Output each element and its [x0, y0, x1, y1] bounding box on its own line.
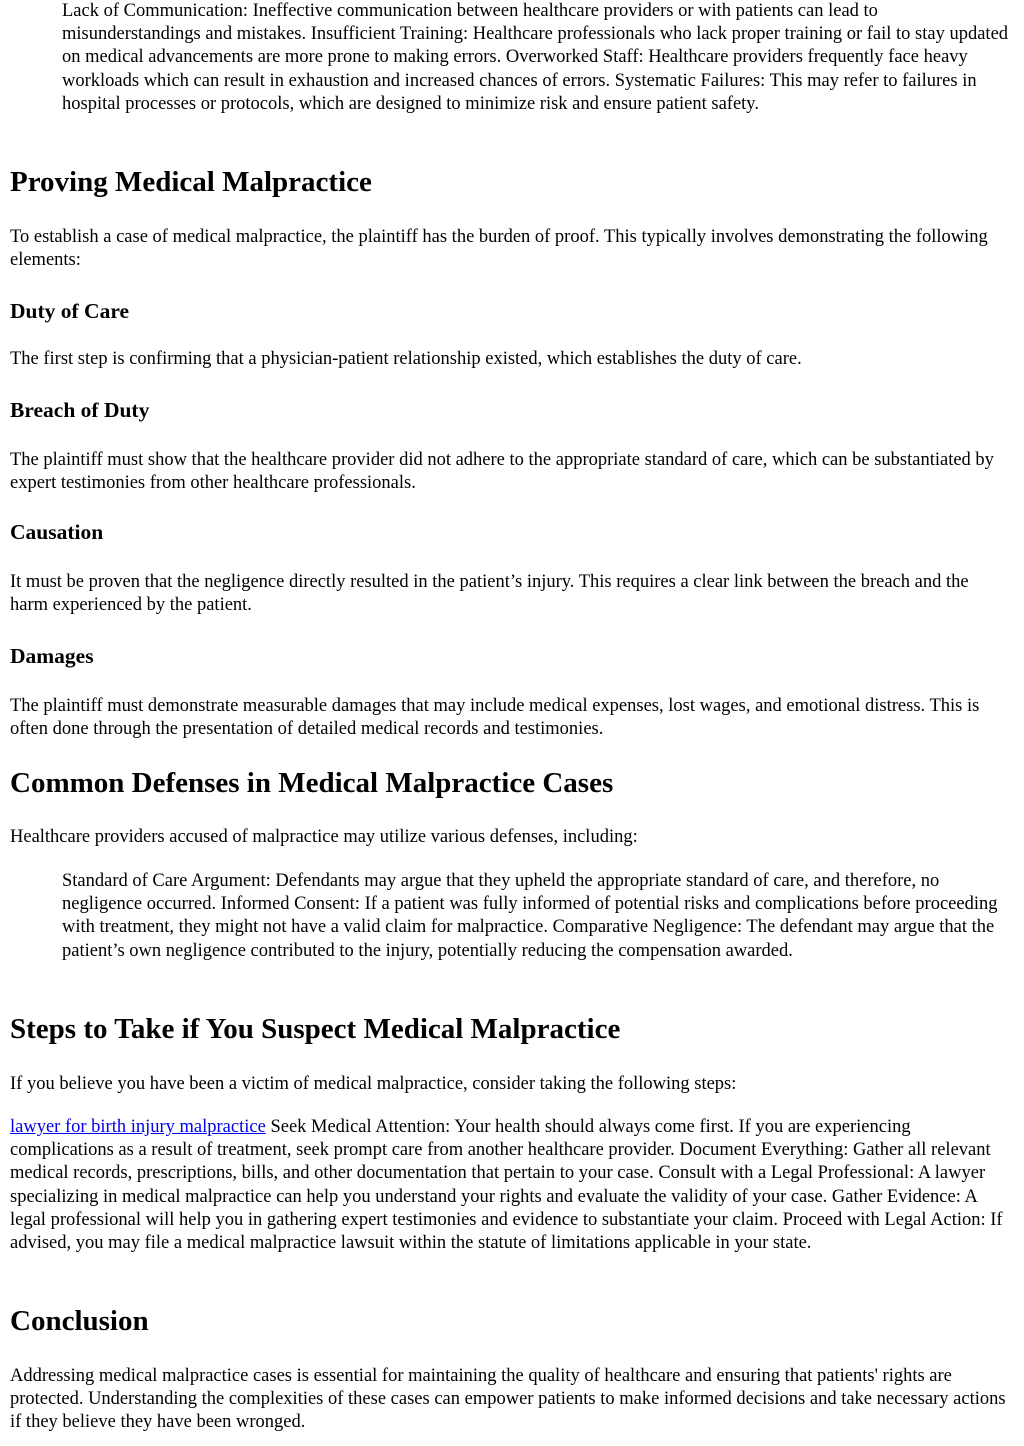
- conclusion-text: Addressing medical malpractice cases is essential for maintaining the quality of healthcare and ensuring that patients' rights are protected. Understanding the complexities of these cases can empower patients to make informed decisions and take necessary actions if they believe they have been wronged.: [10, 1366, 1006, 1433]
- causation-heading: Causation: [10, 520, 104, 544]
- damages-text: The plaintiff must demonstrate measurable damages that may include medical expenses, lost wages, and emotional distress. This is often done through the presentation of detailed medical records and testimonies.: [10, 696, 980, 740]
- birth-injury-lawyer-link[interactable]: lawyer for birth injury malpractice: [10, 1117, 266, 1137]
- breach-of-duty-heading: Breach of Duty: [10, 398, 150, 422]
- damages-heading: Damages: [10, 644, 94, 668]
- defenses-heading: Common Defenses in Medical Malpractice Cases: [10, 767, 614, 799]
- steps-body: Seek Medical Attention: Your health should always come first. If you are experiencing complications as a result of treatment, seek prompt care from another healthcare provider. Document Everything: Gather all relevant medical records, prescriptions, bills, and other documentation that pertain to your case. Consult with a Legal Professional: A lawyer specializing in medical malpractice can help you understand your rights and evaluate the validity of your case. Gather Evidence: A legal professional will help you in gathering expert testimonies and evidence to substantiate your claim. Proceed with Legal Action: If advised, you may file a medical malpractice lawsuit within the statute of limitations applicable in your state.: [10, 1117, 1003, 1254]
- steps-text: [10, 1116, 1010, 1255]
- breach-of-duty-text: The plaintiff must show that the healthcare provider did not adhere to the appropriate standard of care, which can be substantiated by expert testimonies from other healthcare professionals.: [10, 450, 994, 494]
- steps-heading: Steps to Take if You Suspect Medical Malpractice: [10, 1013, 621, 1045]
- defenses-intro: Healthcare providers accused of malpractice may utilize various defenses, including:: [10, 827, 638, 847]
- proving-intro: To establish a case of medical malpractice, the plaintiff has the burden of proof. This typically involves demonstrating the following elements:: [10, 227, 988, 271]
- proving-heading: Proving Medical Malpractice: [10, 166, 372, 198]
- steps-intro: If you believe you have been a victim of medical malpractice, consider taking the following steps:: [10, 1074, 737, 1094]
- duty-of-care-heading: Duty of Care: [10, 299, 130, 323]
- duty-of-care-text: The first step is confirming that a physician-patient relationship existed, which establishes the duty of care.: [10, 349, 802, 369]
- conclusion-heading: Conclusion: [10, 1305, 149, 1337]
- causation-text: It must be proven that the negligence directly resulted in the patient’s injury. This requires a clear link between the breach and the harm experienced by the patient.: [10, 572, 969, 616]
- defenses-list: Standard of Care Argument: Defendants may argue that they upheld the appropriate standard of care, and therefore, no negligence occurred. Informed Consent: If a patient was fully informed of potential risks and complications before proceeding with treatment, they might not have a valid claim for malpractice. Comparative Negligence: The defendant may argue that the patient’s own negligence contributed to the injury, potentially reducing the compensation awarded.: [62, 871, 998, 961]
- causes-list: Lack of Communication: Ineffective communication between healthcare providers or with patients can lead to misunderstandings and mistakes. Insufficient Training: Healthcare professionals who lack proper training or fail to stay updated on medical advancements are more prone to making errors. Overworked Staff: Healthcare providers frequently face heavy workloads which can result in exhaustion and increased chances of errors. Systematic Failures: This may refer to failures in hospital processes or protocols, which are designed to minimize risk and ensure patient safety.: [62, 1, 1009, 114]
